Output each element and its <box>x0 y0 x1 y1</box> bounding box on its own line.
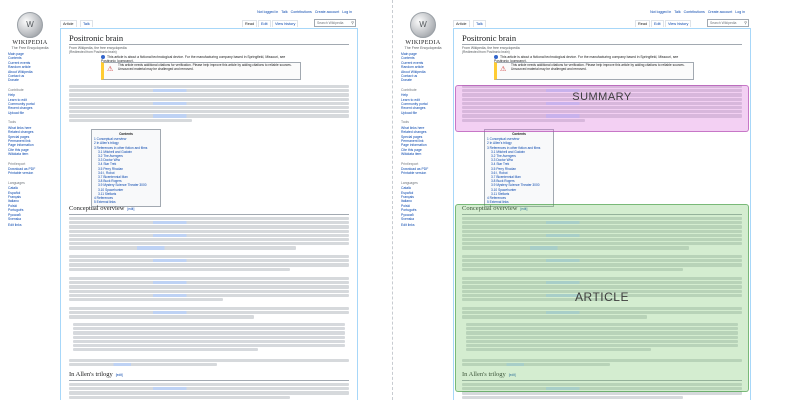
sidebar-languages-list <box>8 186 54 221</box>
tab-read[interactable]: Read <box>242 20 257 27</box>
sidebar-languages <box>8 181 54 228</box>
text-line <box>69 93 349 96</box>
sidebar-link[interactable]: Português <box>401 208 417 213</box>
tab-article[interactable]: Article <box>453 20 470 27</box>
sidebar-heading-tools: Tools <box>401 120 409 125</box>
title-underline <box>69 44 349 45</box>
personal-tool-link: Not logged in <box>650 10 672 14</box>
sidebar-link[interactable]: Related changes <box>401 130 427 135</box>
text-line <box>69 387 349 390</box>
text-line <box>69 315 254 318</box>
toc-text: References in other fiction and films <box>489 145 541 150</box>
sidebar-link[interactable]: Polski <box>8 203 18 208</box>
toc-text: Star Trek <box>496 162 510 167</box>
toc-number: 2 <box>487 141 489 146</box>
sidebar-heading-contribute: Contribute <box>401 87 417 92</box>
toc-number: 3.4 <box>98 162 103 167</box>
sidebar-link[interactable]: Related changes <box>8 130 34 135</box>
text-line <box>73 323 345 326</box>
tab-talk[interactable]: Talk <box>80 20 93 27</box>
heading-underline <box>69 380 349 381</box>
sidebar-link[interactable]: Main page <box>8 52 24 56</box>
citation-warning-box <box>101 62 301 80</box>
text-line <box>69 102 349 105</box>
toc-text: The Avengers <box>496 154 516 159</box>
tab-read[interactable]: Read <box>635 20 650 27</box>
sidebar-link[interactable]: Donate <box>8 78 19 83</box>
sidebar-link[interactable]: Help <box>8 93 15 98</box>
sidebar-link[interactable]: Community portal <box>8 102 35 107</box>
text-line <box>69 217 349 220</box>
toc-text: I, Robot <box>496 170 508 175</box>
table-of-contents <box>91 129 161 207</box>
sidebar-link[interactable]: Contact us <box>401 74 418 79</box>
sidebar-link[interactable]: Current events <box>401 60 424 65</box>
text-line <box>69 259 349 262</box>
sidebar-link[interactable]: Special pages <box>401 134 423 139</box>
text-line <box>69 234 349 237</box>
overlay-article <box>455 204 749 392</box>
sidebar-heading-print: Print/export <box>8 161 26 166</box>
page-title: Positronic brain <box>69 33 124 43</box>
toc-number: 3.4 <box>491 162 496 167</box>
text-line <box>69 110 349 113</box>
text-line <box>69 106 349 109</box>
globe-icon: W <box>17 12 43 38</box>
edit-links-link[interactable]: Edit links <box>401 223 415 228</box>
text-line <box>69 89 349 92</box>
sidebar-main <box>8 52 54 83</box>
sidebar-link[interactable]: Main page <box>401 52 417 56</box>
sidebar-heading-print: Print/export <box>401 161 419 166</box>
sidebar-link[interactable]: Italiano <box>8 199 19 204</box>
heading-conceptual-overview <box>69 205 134 212</box>
toc-number: 3.9 <box>98 183 103 188</box>
redirect-note: (Redirected from Positronic brain) <box>69 50 117 54</box>
toc-number: 1 <box>487 137 489 142</box>
sidebar-link[interactable]: What links here <box>401 125 425 130</box>
toc-number: 3.2 <box>491 154 496 159</box>
toc-list <box>487 137 551 204</box>
personal-tool-link[interactable]: Contributions <box>290 10 312 14</box>
toc-number: 3.8 <box>98 179 103 184</box>
toc-number: 3 <box>94 145 96 150</box>
toc-number: 5 <box>94 200 96 205</box>
sidebar-link[interactable]: Random article <box>401 65 424 70</box>
toc-number: 4 <box>487 196 489 201</box>
text-line <box>73 336 345 339</box>
sidebar-link[interactable]: Русский <box>401 212 414 217</box>
sidebar-link[interactable]: Español <box>8 190 21 195</box>
toc-number: 3.10 <box>491 187 498 192</box>
sidebar-languages-list <box>401 186 447 221</box>
sidebar-link[interactable]: Recent changes <box>8 106 33 111</box>
toc-text: References <box>96 196 113 201</box>
toc-text: Star Trek <box>103 162 117 167</box>
toc-number: 3.3 <box>491 158 496 163</box>
toc-text: Perry Rhodan <box>496 166 516 171</box>
heading-text: In Allen's trilogy <box>462 371 506 378</box>
sidebar-contribute-list <box>8 93 54 115</box>
sidebar-link[interactable]: Printable version <box>8 171 34 176</box>
personal-tool-link: Not logged in <box>257 10 279 14</box>
wordmark: WIKIPEDIA <box>12 40 48 46</box>
toc-text: External links <box>96 200 116 205</box>
text-line <box>69 285 349 288</box>
sidebar-link[interactable]: Français <box>401 194 415 199</box>
sidebar-link[interactable]: Português <box>8 208 24 213</box>
toc-text: I, Robot <box>103 170 115 175</box>
tab-history[interactable]: View history <box>665 20 691 27</box>
sidebar-link[interactable]: Printable version <box>401 171 427 176</box>
citation-warning-text: This article needs additional citations for verification. Please help improve this article by adding citations to reliable sources. Unsourced material may be challenged and removed. <box>511 63 685 71</box>
sidebar-link[interactable]: Polski <box>401 203 411 208</box>
toc-number: 1 <box>94 137 96 142</box>
toc-number: 3.7 <box>491 175 496 180</box>
text-line <box>69 221 349 224</box>
text-line <box>69 277 349 280</box>
sidebar-link[interactable]: Permanent link <box>401 138 424 143</box>
sidebar-link[interactable]: Wikidata item <box>401 152 422 157</box>
text-line <box>69 359 349 362</box>
heading-underline <box>69 214 349 215</box>
site-sub: From Wikipedia, the free encyclopedia <box>462 46 520 50</box>
text-line <box>69 391 349 394</box>
toc-number: 2 <box>94 141 96 146</box>
text-line <box>73 344 345 347</box>
edit-links-link[interactable]: Edit links <box>8 223 22 228</box>
sidebar-link[interactable]: Page information <box>401 143 427 148</box>
sidebar-languages <box>401 181 447 228</box>
text-line <box>69 290 349 293</box>
toc-text: Buck Rogers <box>496 179 515 184</box>
text-line <box>69 242 349 245</box>
sidebar-link[interactable]: Cite this page <box>401 147 422 152</box>
section-paragraph <box>69 277 349 302</box>
toc-number: 3.6 <box>98 170 103 175</box>
tab-edit[interactable]: Edit <box>651 20 664 27</box>
toc-text: Buck Rogers <box>103 179 122 184</box>
sidebar-link[interactable]: Special pages <box>8 134 30 139</box>
text-line <box>69 230 349 233</box>
text-line <box>69 225 349 228</box>
sidebar-link[interactable]: Contents <box>401 56 415 61</box>
sidebar-link[interactable]: Learn to edit <box>401 97 420 102</box>
toc-number: 3.1 <box>491 149 496 154</box>
sidebar-link[interactable]: Recent changes <box>401 106 426 111</box>
toc-number: 3.9 <box>491 183 496 188</box>
sidebar-print-list <box>8 167 54 176</box>
heading-text: Conceptual overview <box>462 205 518 212</box>
redirect-note: (Redirected from Positronic brain) <box>462 50 510 54</box>
hatnote-text: This article is about a fictional technological device. For the manufacturing company based in Springfield, Missouri, see <box>500 55 679 59</box>
text-line <box>73 340 345 343</box>
text-line <box>69 298 223 301</box>
toc-text: The Avengers <box>103 154 123 159</box>
sidebar-link[interactable]: Learn to edit <box>8 97 27 102</box>
tagline: The Free Encyclopedia <box>11 46 49 50</box>
search-input[interactable] <box>707 19 749 27</box>
tab-talk[interactable]: Talk <box>473 20 486 27</box>
search-icon[interactable]: ⚲ <box>351 20 354 25</box>
text-line <box>69 311 349 314</box>
toc-entry[interactable] <box>94 200 158 204</box>
sidebar-link[interactable]: What links here <box>8 125 32 130</box>
text-line <box>73 327 345 330</box>
toc-number: 3.7 <box>98 175 103 180</box>
sidebar-heading-tools: Tools <box>8 120 16 125</box>
toc-number: 3.1 <box>98 149 103 154</box>
toc-number: 3 <box>487 145 489 150</box>
text-line <box>69 263 349 266</box>
sidebar-heading-contribute: Contribute <box>8 87 24 92</box>
warning-icon: ⚠ <box>500 66 507 73</box>
sidebar-link[interactable]: Upload file <box>401 110 418 115</box>
personal-tool-link[interactable]: Log in <box>735 10 745 14</box>
edit-section-link[interactable]: [edit] <box>115 373 123 377</box>
sidebar-link[interactable]: Download as PDF <box>8 166 36 171</box>
toc-text: Bicentennial Man <box>103 175 128 180</box>
sidebar-link[interactable]: Català <box>8 186 18 191</box>
text-line <box>69 307 349 310</box>
panel-annotated <box>393 0 785 400</box>
toc-number: 3.2 <box>98 154 103 159</box>
heading-allens-trilogy <box>69 371 123 378</box>
personal-tool-link[interactable]: Talk <box>674 10 681 14</box>
sidebar-link[interactable]: Svenska <box>401 217 415 221</box>
text-line <box>69 85 349 88</box>
section-paragraph <box>69 383 349 400</box>
warning-icon: ⚠ <box>107 66 114 73</box>
toc-text: Mitchell and Godwin <box>496 149 526 154</box>
toc-list <box>94 137 158 204</box>
toc-number: 3.6 <box>491 170 496 175</box>
search-input[interactable] <box>314 19 356 27</box>
personal-tools <box>254 10 352 14</box>
toc-text: Spacehunter <box>105 187 124 192</box>
sidebar-tools-list <box>8 126 54 157</box>
toc-text: Stellaris <box>104 191 117 196</box>
toc-text: Spacehunter <box>498 187 517 192</box>
panel-original <box>0 0 392 400</box>
text-line <box>73 331 345 334</box>
personal-tool-link[interactable]: Create account <box>707 10 733 14</box>
wordmark: WIKIPEDIA <box>405 40 441 46</box>
sidebar-tools <box>401 120 447 156</box>
toc-text: In Allen's trilogy <box>96 141 119 146</box>
sidebar-heading-languages: Languages <box>8 180 25 185</box>
article-content <box>60 28 358 400</box>
sidebar-link[interactable]: Svenska <box>8 217 22 221</box>
page-title: Positronic brain <box>462 33 517 43</box>
sidebar-link[interactable]: Page information <box>8 143 34 148</box>
sidebar-contribute-list <box>401 93 447 115</box>
personal-tool-link[interactable]: Contributions <box>683 10 705 14</box>
sidebar-main <box>401 52 447 83</box>
sidebar-contribute <box>401 88 447 115</box>
sidebar-link[interactable]: Contact us <box>8 74 25 79</box>
text-line <box>69 396 290 399</box>
toc-title: Contents <box>512 132 526 136</box>
toc-text: Mitchell and Godwin <box>103 149 133 154</box>
toc-number: 3.3 <box>98 158 103 163</box>
personal-tool-link[interactable]: Talk <box>281 10 288 14</box>
sidebar-link[interactable]: About Wikipedia <box>401 69 426 74</box>
personal-tool-link[interactable]: Create account <box>314 10 340 14</box>
toc-number: 5 <box>487 200 489 205</box>
sidebar-tools-list <box>401 126 447 157</box>
text-line <box>69 119 192 122</box>
globe-icon: W <box>410 12 436 38</box>
lead-paragraph <box>69 85 349 123</box>
bullet-list <box>73 323 345 352</box>
text-line <box>73 348 258 351</box>
sidebar-link[interactable]: Français <box>8 194 22 199</box>
edit-section-link[interactable]: [edit] <box>127 207 135 211</box>
toc-title: Contents <box>119 132 133 136</box>
sidebar-link[interactable]: Català <box>401 186 411 191</box>
sidebar-link[interactable]: Español <box>401 190 414 195</box>
sidebar-heading-languages: Languages <box>401 180 418 185</box>
sidebar-link[interactable]: About Wikipedia <box>8 69 33 74</box>
edit-section-link[interactable]: [edit] <box>508 373 516 377</box>
toc-text: Perry Rhodan <box>103 166 123 171</box>
personal-tool-link[interactable]: Log in <box>342 10 352 14</box>
sidebar-link[interactable]: Donate <box>401 78 412 83</box>
table-of-contents <box>484 129 554 207</box>
sidebar-link[interactable]: Community portal <box>401 102 428 107</box>
title-underline <box>462 44 742 45</box>
sidebar-link[interactable]: Русский <box>8 212 21 217</box>
sidebar-print-list <box>401 167 447 176</box>
toc-number: 3.11 <box>98 191 104 196</box>
sidebar-print <box>8 162 54 176</box>
citation-warning-text: This article needs additional citations for verification. Please help improve this article by adding citations to reliable sources. Unsourced material may be challenged and removed. <box>118 63 292 71</box>
text-line <box>69 246 296 249</box>
sidebar-link[interactable]: Current events <box>8 60 31 65</box>
tab-history[interactable]: View history <box>272 20 298 27</box>
sidebar-link[interactable]: Wikidata item <box>8 152 29 157</box>
toc-text: References in other fiction and films <box>96 145 148 150</box>
toc-number: 3.11 <box>491 191 497 196</box>
search-placeholder: Search Wikipedia <box>317 21 344 25</box>
search-placeholder: Search Wikipedia <box>710 21 737 25</box>
tab-edit[interactable]: Edit <box>258 20 271 27</box>
sidebar-contribute <box>8 88 54 115</box>
text-line <box>69 281 349 284</box>
toc-text: In Allen's trilogy <box>489 141 512 146</box>
tab-article[interactable]: Article <box>60 20 77 27</box>
heading-text: In Allen's trilogy <box>69 371 113 378</box>
sidebar-link[interactable]: Upload file <box>8 110 25 115</box>
edit-section-link[interactable]: [edit] <box>520 207 528 211</box>
overlay-article-label: ARTICLE <box>575 290 629 304</box>
toc-number: 4 <box>94 196 96 201</box>
section-paragraph <box>69 359 349 367</box>
text-line <box>69 114 349 117</box>
site-sub: From Wikipedia, the free encyclopedia <box>69 46 127 50</box>
sidebar-tools <box>8 120 54 156</box>
overlay-summary <box>455 85 749 132</box>
wikipedia-logo[interactable] <box>403 12 443 50</box>
section-paragraph <box>69 255 349 272</box>
toc-text: Conceptual overview <box>489 137 520 142</box>
toc-text: Bicentennial Man <box>496 175 521 180</box>
sidebar <box>8 52 54 233</box>
toc-text: Mystery Science Theater 3000 <box>103 183 147 188</box>
text-line <box>69 268 290 271</box>
text-line <box>69 238 349 241</box>
section-paragraph <box>69 217 349 251</box>
heading-text: Conceptual overview <box>69 205 125 212</box>
toc-text: Doctor Who <box>496 158 514 163</box>
toc-text: References <box>489 196 506 201</box>
text-line <box>69 294 349 297</box>
toc-number: 3.5 <box>491 166 496 171</box>
toc-text: Conceptual overview <box>96 137 127 142</box>
toc-text: Mystery Science Theater 3000 <box>496 183 540 188</box>
toc-number: 3.10 <box>98 187 105 192</box>
text-line <box>69 363 217 366</box>
sidebar-link[interactable]: Cite this page <box>8 147 29 152</box>
text-line <box>69 255 349 258</box>
toc-text: Stellaris <box>497 191 510 196</box>
toc-number: 3.8 <box>491 179 496 184</box>
text-line <box>462 396 683 399</box>
text-line <box>69 98 349 101</box>
toc-number: 3.5 <box>98 166 103 171</box>
sidebar <box>401 52 447 233</box>
sidebar-print <box>401 162 447 176</box>
personal-tools <box>647 10 745 14</box>
sidebar-link[interactable]: Download as PDF <box>401 166 429 171</box>
toc-text: Doctor Who <box>103 158 121 163</box>
wikipedia-logo[interactable] <box>10 12 50 50</box>
sidebar-link[interactable]: Permanent link <box>8 138 31 143</box>
sidebar-link[interactable]: Random article <box>8 65 31 70</box>
hatnote-text: This article is about a fictional technological device. For the manufacturing company based in Springfield, Missouri, see <box>107 55 286 59</box>
section-paragraph <box>69 307 349 320</box>
tagline: The Free Encyclopedia <box>404 46 442 50</box>
text-line <box>69 383 349 386</box>
sidebar-link[interactable]: Contents <box>8 56 22 61</box>
overlay-summary-label: SUMMARY <box>572 91 632 103</box>
citation-warning-box <box>494 62 694 80</box>
sidebar-link[interactable]: Italiano <box>401 199 412 204</box>
toc-text: External links <box>489 200 509 205</box>
sidebar-link[interactable]: Help <box>401 93 408 98</box>
search-icon[interactable]: ⚲ <box>744 20 747 25</box>
